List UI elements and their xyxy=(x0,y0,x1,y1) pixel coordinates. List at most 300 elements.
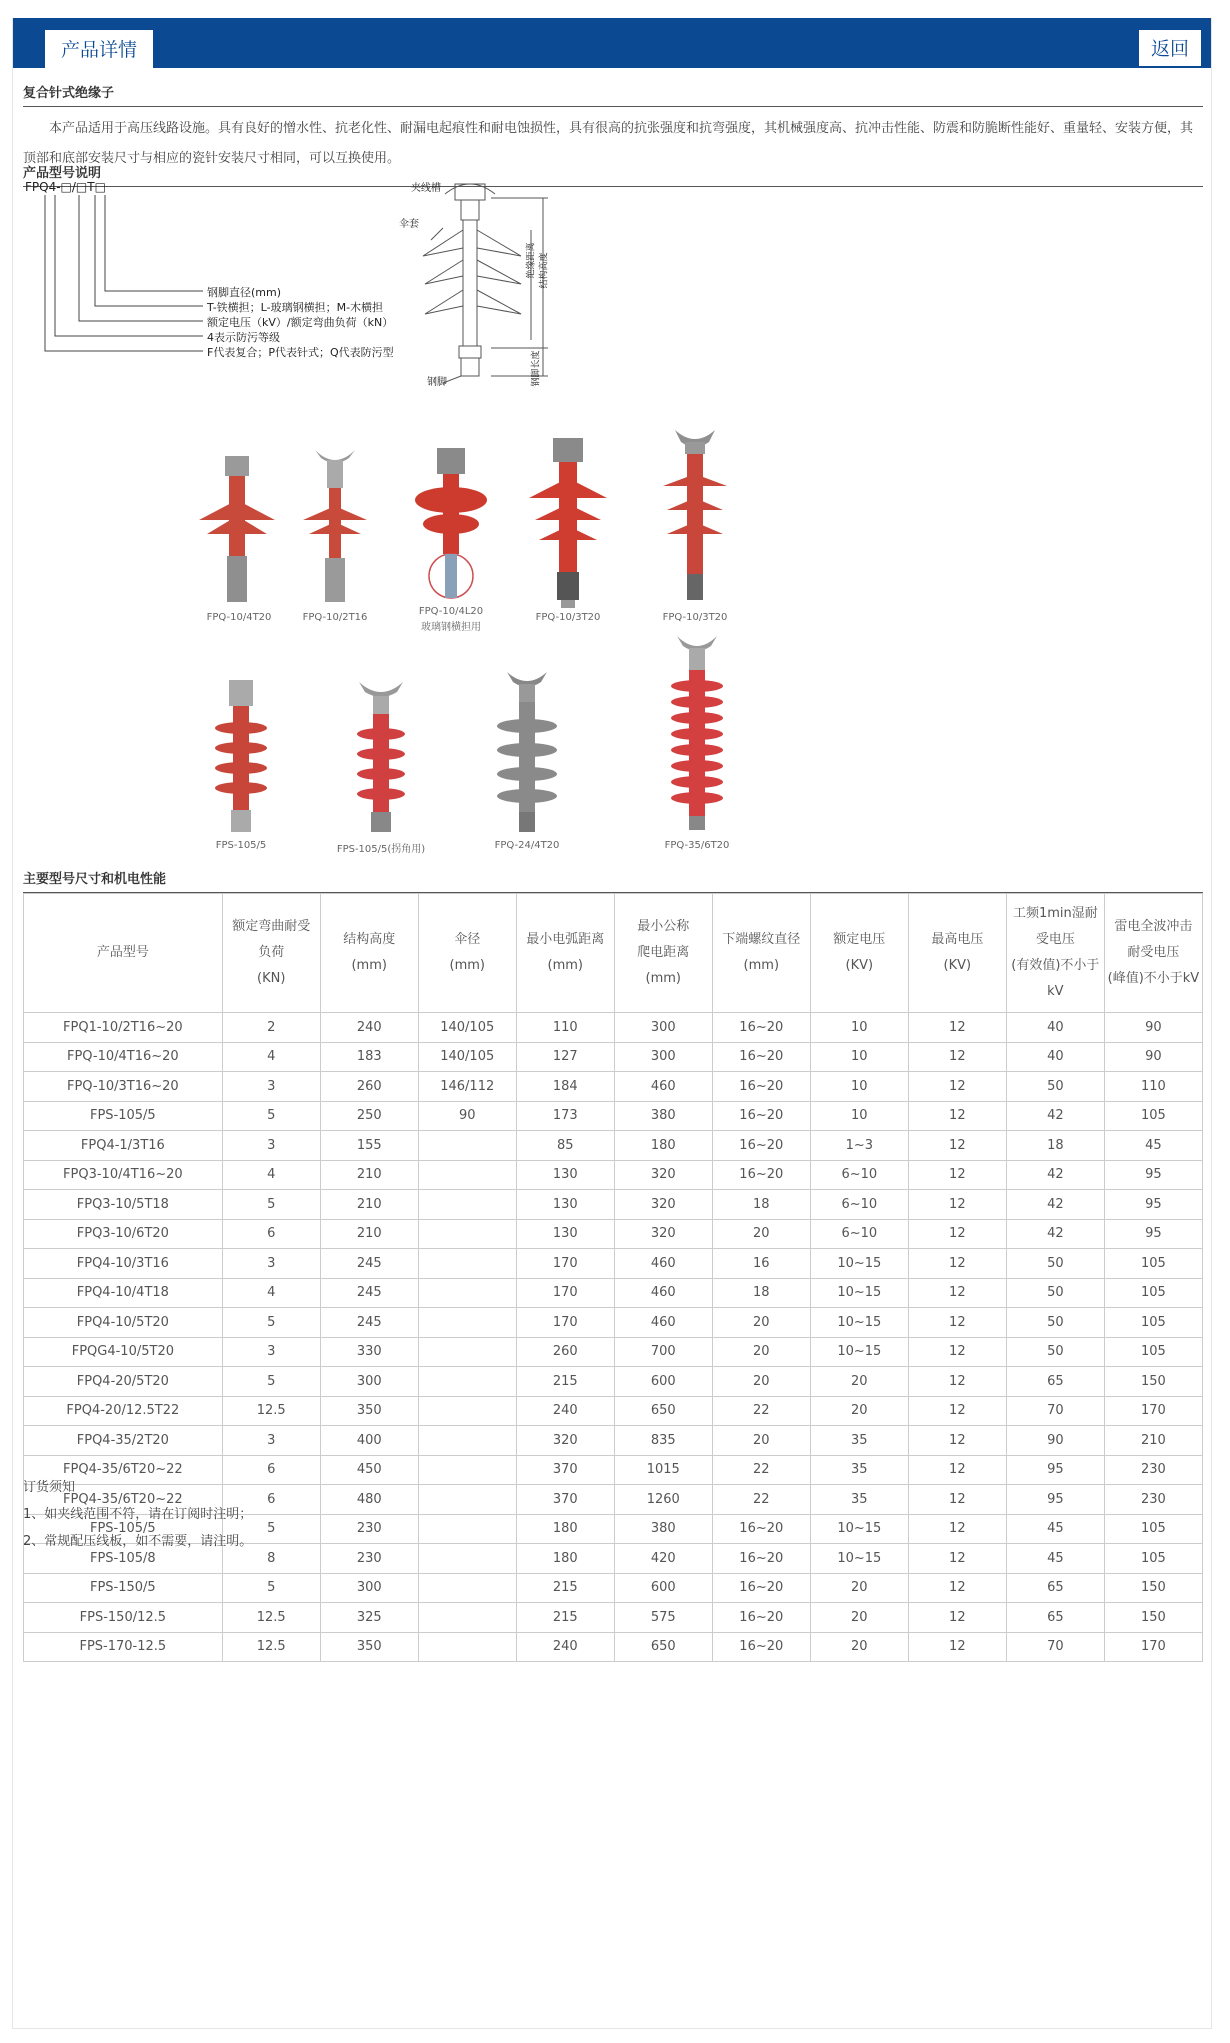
table-cell: 450 xyxy=(320,1455,418,1485)
caption-7: FPS-105/5(拐角用) xyxy=(336,844,426,855)
table-cell: 4 xyxy=(222,1160,320,1190)
table-cell: 5 xyxy=(222,1573,320,1603)
table-cell: 300 xyxy=(320,1573,418,1603)
caption-2: FPQ-10/2T16 xyxy=(302,612,368,623)
table-cell: 95 xyxy=(1104,1190,1202,1220)
table-cell: 240 xyxy=(516,1396,614,1426)
caption-4: FPQ-10/3T20 xyxy=(535,612,601,623)
spec-header-cell xyxy=(1104,894,1202,1013)
table-cell: 16~20 xyxy=(712,1603,810,1633)
table-cell: 20 xyxy=(810,1367,908,1397)
table-cell: 150 xyxy=(1104,1367,1202,1397)
table-cell: 4 xyxy=(222,1278,320,1308)
table-cell: 105 xyxy=(1104,1278,1202,1308)
table-cell: 150 xyxy=(1104,1573,1202,1603)
table-cell xyxy=(418,1219,516,1249)
table-cell: 95 xyxy=(1006,1455,1104,1485)
table-cell: 65 xyxy=(1006,1573,1104,1603)
table-cell: 3 xyxy=(222,1249,320,1279)
order-notes xyxy=(23,1474,252,1555)
table-cell: 180 xyxy=(516,1514,614,1544)
table-cell: 12 xyxy=(908,1278,1006,1308)
table-cell: 50 xyxy=(1006,1308,1104,1338)
table-cell: 45 xyxy=(1006,1514,1104,1544)
product-title: 复合针式绝缘子 xyxy=(23,82,1203,107)
table-cell: 110 xyxy=(1104,1072,1202,1102)
table-cell xyxy=(418,1367,516,1397)
insulator-photo-7 xyxy=(357,682,405,832)
table-row xyxy=(24,1337,1203,1367)
code-explain-4: 4表示防污等级 xyxy=(207,331,280,344)
code-explain-5: F代表复合；P代表针式；Q代表防污型 xyxy=(207,346,394,359)
table-cell: 12 xyxy=(908,1426,1006,1456)
spec-header-line: (mm) xyxy=(547,958,583,973)
table-cell: 12 xyxy=(908,1013,1006,1043)
table-cell: 6 xyxy=(222,1219,320,1249)
spec-header-line: (KN) xyxy=(257,971,286,986)
table-cell: 12 xyxy=(908,1367,1006,1397)
table-cell: 325 xyxy=(320,1603,418,1633)
table-cell: 210 xyxy=(320,1160,418,1190)
table-cell: 140/105 xyxy=(418,1013,516,1043)
table-cell xyxy=(418,1337,516,1367)
table-cell: 35 xyxy=(810,1485,908,1515)
table-cell xyxy=(418,1308,516,1338)
table-row xyxy=(24,1219,1203,1249)
table-cell: 12 xyxy=(908,1514,1006,1544)
table-cell: 40 xyxy=(1006,1042,1104,1072)
table-cell: 50 xyxy=(1006,1072,1104,1102)
table-cell: 5 xyxy=(222,1367,320,1397)
table-cell: 5 xyxy=(222,1514,320,1544)
table-cell: 215 xyxy=(516,1603,614,1633)
table-cell: 50 xyxy=(1006,1278,1104,1308)
table-cell: 400 xyxy=(320,1426,418,1456)
table-cell: 105 xyxy=(1104,1308,1202,1338)
table-row xyxy=(24,1249,1203,1279)
table-cell: 18 xyxy=(712,1190,810,1220)
insulator-photo-8 xyxy=(497,672,557,832)
table-cell: 95 xyxy=(1006,1485,1104,1515)
table-cell: FPS-105/5 xyxy=(24,1514,223,1544)
table-cell: 6~10 xyxy=(810,1190,908,1220)
spec-table-header xyxy=(24,894,1203,1013)
header-bar xyxy=(13,18,1211,68)
table-row xyxy=(24,1603,1203,1633)
table-cell xyxy=(418,1455,516,1485)
table-cell: 460 xyxy=(614,1278,712,1308)
table-cell: 45 xyxy=(1104,1131,1202,1161)
table-row xyxy=(24,1308,1203,1338)
table-cell: 130 xyxy=(516,1160,614,1190)
table-cell: 180 xyxy=(614,1131,712,1161)
table-cell: 20 xyxy=(712,1367,810,1397)
spec-header-cell xyxy=(614,894,712,1013)
table-cell: 20 xyxy=(810,1632,908,1662)
table-cell: 210 xyxy=(320,1219,418,1249)
table-cell: 575 xyxy=(614,1603,712,1633)
spec-header-cell xyxy=(908,894,1006,1013)
table-cell: FPQ4-10/3T16 xyxy=(24,1249,223,1279)
table-cell: 245 xyxy=(320,1308,418,1338)
label-foot-length: 钢脚长度 xyxy=(531,350,542,387)
table-cell: 180 xyxy=(516,1544,614,1574)
spec-header-line: (mm) xyxy=(449,958,485,973)
table-cell: 10 xyxy=(810,1101,908,1131)
table-cell: 260 xyxy=(516,1337,614,1367)
table-row xyxy=(24,1042,1203,1072)
table-cell: 230 xyxy=(1104,1485,1202,1515)
table-cell: 42 xyxy=(1006,1190,1104,1220)
table-cell: 600 xyxy=(614,1573,712,1603)
table-row xyxy=(24,1426,1203,1456)
code-explain-3: 额定电压（kV）/额定弯曲负荷（kN） xyxy=(207,316,394,329)
table-cell: 16 xyxy=(712,1249,810,1279)
table-cell: FPQ4-35/2T20 xyxy=(24,1426,223,1456)
table-cell: 210 xyxy=(320,1190,418,1220)
table-cell: 12 xyxy=(908,1632,1006,1662)
table-cell: 12 xyxy=(908,1160,1006,1190)
table-row xyxy=(24,1367,1203,1397)
label-clamp: 夹线槽 xyxy=(411,183,441,194)
table-row xyxy=(24,1396,1203,1426)
table-cell: FPQ3-10/5T18 xyxy=(24,1190,223,1220)
table-cell: 95 xyxy=(1104,1160,1202,1190)
table-cell: 12 xyxy=(908,1190,1006,1220)
spec-header-line: (KV) xyxy=(943,958,972,973)
table-cell: 16~20 xyxy=(712,1131,810,1161)
table-cell: 90 xyxy=(418,1101,516,1131)
spec-header-line: 额定电压 xyxy=(833,932,886,947)
gallery-row-1 xyxy=(13,408,1211,638)
table-cell: 10 xyxy=(810,1013,908,1043)
table-cell: 6~10 xyxy=(810,1160,908,1190)
table-cell: 42 xyxy=(1006,1101,1104,1131)
table-cell: 146/112 xyxy=(418,1072,516,1102)
table-cell: 16~20 xyxy=(712,1573,810,1603)
table-row xyxy=(24,1131,1203,1161)
table-cell: 3 xyxy=(222,1426,320,1456)
table-cell: 5 xyxy=(222,1190,320,1220)
table-cell: 12 xyxy=(908,1308,1006,1338)
table-cell: 90 xyxy=(1006,1426,1104,1456)
table-cell: 350 xyxy=(320,1632,418,1662)
caption-9: FPQ-35/6T20 xyxy=(664,840,730,851)
label-structure-height: 结构高度 xyxy=(539,252,550,289)
table-cell: FPQ3-10/6T20 xyxy=(24,1219,223,1249)
spec-header-line: 伞径 xyxy=(454,932,481,947)
table-cell: 22 xyxy=(712,1455,810,1485)
table-cell: FPQ4-35/6T20~22 xyxy=(24,1455,223,1485)
table-cell: 6 xyxy=(222,1455,320,1485)
table-cell: 700 xyxy=(614,1337,712,1367)
table-cell: 170 xyxy=(1104,1396,1202,1426)
table-cell: 12 xyxy=(908,1337,1006,1367)
caption-3b: 玻璃钢横担用 xyxy=(421,622,481,633)
spec-table-title: 主要型号尺寸和机电性能 xyxy=(23,868,1203,893)
caption-6: FPS-105/5 xyxy=(215,840,267,851)
table-cell: 370 xyxy=(516,1485,614,1515)
table-row xyxy=(24,1013,1203,1043)
table-cell: 16~20 xyxy=(712,1101,810,1131)
table-cell xyxy=(418,1160,516,1190)
table-cell: FPS-105/8 xyxy=(24,1544,223,1574)
table-cell xyxy=(418,1190,516,1220)
label-insulation-distance: 绝缘距离 xyxy=(526,242,537,279)
table-cell: 35 xyxy=(810,1426,908,1456)
spec-header-line: 最小电弧距离 xyxy=(526,932,605,947)
table-cell xyxy=(418,1396,516,1426)
table-cell: 5 xyxy=(222,1101,320,1131)
table-cell: 170 xyxy=(516,1278,614,1308)
table-cell: 230 xyxy=(1104,1455,1202,1485)
table-cell: 215 xyxy=(516,1367,614,1397)
table-cell: 5 xyxy=(222,1308,320,1338)
table-cell: 16~20 xyxy=(712,1632,810,1662)
table-cell: 3 xyxy=(222,1131,320,1161)
table-cell: 650 xyxy=(614,1632,712,1662)
table-cell: 155 xyxy=(320,1131,418,1161)
table-cell: 130 xyxy=(516,1219,614,1249)
table-cell: 184 xyxy=(516,1072,614,1102)
table-cell: FPS-150/12.5 xyxy=(24,1603,223,1633)
table-cell: 12 xyxy=(908,1072,1006,1102)
table-cell: 16~20 xyxy=(712,1072,810,1102)
table-cell: 330 xyxy=(320,1337,418,1367)
table-row xyxy=(24,1072,1203,1102)
table-cell: FPQ4-20/12.5T22 xyxy=(24,1396,223,1426)
table-cell: 22 xyxy=(712,1396,810,1426)
notes-title: 订货须知 xyxy=(23,1480,76,1495)
table-cell: 230 xyxy=(320,1514,418,1544)
table-cell: 42 xyxy=(1006,1160,1104,1190)
label-foot: 钢脚 xyxy=(427,377,447,388)
model-code: FPQ4-□/□T□ xyxy=(25,180,106,194)
table-cell: 600 xyxy=(614,1367,712,1397)
caption-5: FPQ-10/3T20 xyxy=(662,612,728,623)
spec-header-line: (有效值)不小于 xyxy=(1011,958,1100,973)
table-cell: FPQ4-10/5T20 xyxy=(24,1308,223,1338)
insulator-photo-2 xyxy=(303,450,367,602)
table-cell: 480 xyxy=(320,1485,418,1515)
table-cell xyxy=(418,1426,516,1456)
table-cell: 90 xyxy=(1104,1013,1202,1043)
table-cell: 105 xyxy=(1104,1337,1202,1367)
spec-header-line: 爬电距离 xyxy=(637,945,690,960)
spec-header-cell xyxy=(712,894,810,1013)
table-cell: 70 xyxy=(1006,1632,1104,1662)
table-cell: FPS-105/5 xyxy=(24,1101,223,1131)
table-cell xyxy=(418,1632,516,1662)
table-cell xyxy=(418,1249,516,1279)
table-cell: 12 xyxy=(908,1101,1006,1131)
table-cell: 370 xyxy=(516,1455,614,1485)
table-cell: 22 xyxy=(712,1485,810,1515)
table-cell: 16~20 xyxy=(712,1544,810,1574)
table-cell: 1260 xyxy=(614,1485,712,1515)
table-cell: FPS-170-12.5 xyxy=(24,1632,223,1662)
caption-3: FPQ-10/4L20 xyxy=(418,606,484,617)
table-cell: FPQ3-10/4T16~20 xyxy=(24,1160,223,1190)
spec-header-cell xyxy=(418,894,516,1013)
table-cell: 12 xyxy=(908,1396,1006,1426)
table-cell: FPQ1-10/2T16~20 xyxy=(24,1013,223,1043)
spec-header-line: 额定弯曲耐受 xyxy=(232,919,311,934)
table-cell: 95 xyxy=(1104,1219,1202,1249)
table-cell: 300 xyxy=(614,1042,712,1072)
table-cell: 12.5 xyxy=(222,1396,320,1426)
table-row xyxy=(24,1632,1203,1662)
table-cell: 16~20 xyxy=(712,1013,810,1043)
code-explain-2: T-铁横担；L-玻璃钢横担；M-木横担 xyxy=(207,301,384,314)
table-cell: 20 xyxy=(810,1573,908,1603)
table-cell: FPQ4-35/6T20~22 xyxy=(24,1485,223,1515)
table-cell: 420 xyxy=(614,1544,712,1574)
table-cell xyxy=(418,1278,516,1308)
spec-header-line: 负荷 xyxy=(258,945,285,960)
spec-header-cell xyxy=(810,894,908,1013)
table-cell: 16~20 xyxy=(712,1160,810,1190)
table-cell: 300 xyxy=(614,1013,712,1043)
table-cell: 210 xyxy=(1104,1426,1202,1456)
table-cell: FPQ-10/3T16~20 xyxy=(24,1072,223,1102)
table-cell: 20 xyxy=(810,1396,908,1426)
insulator-photo-9 xyxy=(671,636,723,830)
table-cell xyxy=(418,1131,516,1161)
table-cell: 380 xyxy=(614,1101,712,1131)
table-cell: 320 xyxy=(614,1219,712,1249)
spec-header-line: 结构高度 xyxy=(343,932,396,947)
table-cell: FPQ4-1/3T16 xyxy=(24,1131,223,1161)
table-row xyxy=(24,1160,1203,1190)
spec-header-line: (mm) xyxy=(351,958,387,973)
back-button[interactable]: 返回 xyxy=(1139,30,1201,66)
table-cell: 110 xyxy=(516,1013,614,1043)
table-cell: 350 xyxy=(320,1396,418,1426)
table-cell: 10 xyxy=(810,1042,908,1072)
spec-header-line: (mm) xyxy=(645,971,682,986)
table-cell: FPS-150/5 xyxy=(24,1573,223,1603)
label-shed: 伞套 xyxy=(399,219,419,230)
table-cell: 380 xyxy=(614,1514,712,1544)
table-cell: 12 xyxy=(908,1573,1006,1603)
table-cell: 1015 xyxy=(614,1455,712,1485)
table-cell: 240 xyxy=(320,1013,418,1043)
table-cell: 170 xyxy=(1104,1632,1202,1662)
table-cell: 2 xyxy=(222,1013,320,1043)
table-cell: 320 xyxy=(516,1426,614,1456)
table-cell: 8 xyxy=(222,1544,320,1574)
table-cell xyxy=(418,1603,516,1633)
table-cell: 12 xyxy=(908,1131,1006,1161)
table-cell: 20 xyxy=(810,1603,908,1633)
table-cell: 10~15 xyxy=(810,1249,908,1279)
table-cell: 85 xyxy=(516,1131,614,1161)
table-cell xyxy=(418,1573,516,1603)
table-cell: 65 xyxy=(1006,1603,1104,1633)
table-cell: 245 xyxy=(320,1278,418,1308)
table-cell: 10~15 xyxy=(810,1278,908,1308)
product-intro: 本产品适用于高压线路设施。具有良好的憎水性、抗老化性、耐漏电起痕性和耐电蚀损性，具有很高的抗张强度和抗弯强度，其机械强度高、抗冲击性能、防震和防脆断性能好、重量轻、安装方便，其顶部和底部安装尺寸与相应的瓷针安装尺寸相同，可以互换使用。 xyxy=(23,121,1194,166)
table-cell: 215 xyxy=(516,1573,614,1603)
table-cell: 240 xyxy=(516,1632,614,1662)
table-cell: 150 xyxy=(1104,1603,1202,1633)
table-cell: 10~15 xyxy=(810,1514,908,1544)
spec-header-line: 最高电压 xyxy=(931,932,984,947)
insulator-photo-5 xyxy=(663,430,727,600)
spec-header-line: (mm) xyxy=(743,958,780,973)
table-cell: 105 xyxy=(1104,1514,1202,1544)
table-cell: 16~20 xyxy=(712,1042,810,1072)
spec-header-line: 受电压 xyxy=(1035,932,1075,947)
table-cell: 16~20 xyxy=(712,1514,810,1544)
table-cell: 127 xyxy=(516,1042,614,1072)
table-cell: 12 xyxy=(908,1485,1006,1515)
table-cell: 20 xyxy=(712,1426,810,1456)
spec-header-cell xyxy=(222,894,320,1013)
table-cell: 12 xyxy=(908,1544,1006,1574)
table-cell: 650 xyxy=(614,1396,712,1426)
table-cell: 105 xyxy=(1104,1249,1202,1279)
table-cell: 50 xyxy=(1006,1337,1104,1367)
table-cell: 173 xyxy=(516,1101,614,1131)
product-detail-panel xyxy=(12,18,1212,2029)
note-item-2: 2、常规配压线板，如不需要，请注明。 xyxy=(23,1534,253,1549)
spec-header-line: 雷电全波冲击 xyxy=(1114,919,1193,934)
table-cell: 460 xyxy=(614,1072,712,1102)
table-cell: 10~15 xyxy=(810,1308,908,1338)
table-row xyxy=(24,1278,1203,1308)
table-cell: FPQ4-10/4T18 xyxy=(24,1278,223,1308)
table-cell: 460 xyxy=(614,1249,712,1279)
tab-product-detail[interactable]: 产品详情 xyxy=(45,30,153,68)
table-cell: 183 xyxy=(320,1042,418,1072)
table-cell xyxy=(418,1485,516,1515)
table-cell: 250 xyxy=(320,1101,418,1131)
table-row xyxy=(24,1573,1203,1603)
table-cell: 12 xyxy=(908,1603,1006,1633)
table-cell: 3 xyxy=(222,1337,320,1367)
table-cell: 320 xyxy=(614,1160,712,1190)
table-cell: 40 xyxy=(1006,1013,1104,1043)
spec-header-cell xyxy=(24,894,223,1013)
table-cell: 245 xyxy=(320,1249,418,1279)
table-cell: 35 xyxy=(810,1455,908,1485)
model-section-title: 产品型号说明 xyxy=(23,162,1203,187)
spec-header-line: 产品型号 xyxy=(96,945,149,960)
table-cell: 10~15 xyxy=(810,1544,908,1574)
table-cell: 12 xyxy=(908,1219,1006,1249)
spec-header-cell xyxy=(320,894,418,1013)
code-explain-1: 钢脚直径(mm) xyxy=(207,286,282,299)
insulator-photo-1 xyxy=(199,456,275,602)
note-item-1: 1、如夹线范围不符，请在订阅时注明； xyxy=(23,1507,253,1522)
table-cell: 230 xyxy=(320,1544,418,1574)
table-cell: 20 xyxy=(712,1219,810,1249)
table-cell: 170 xyxy=(516,1308,614,1338)
table-cell: 90 xyxy=(1104,1042,1202,1072)
table-row xyxy=(24,1190,1203,1220)
spec-header-line: 下端螺纹直径 xyxy=(722,932,801,947)
table-cell: 12 xyxy=(908,1249,1006,1279)
table-cell: 6 xyxy=(222,1485,320,1515)
table-cell: 12 xyxy=(908,1455,1006,1485)
table-cell: 18 xyxy=(712,1278,810,1308)
spec-header-cell xyxy=(1006,894,1104,1013)
table-cell: 140/105 xyxy=(418,1042,516,1072)
table-cell: 1~3 xyxy=(810,1131,908,1161)
table-cell: 18 xyxy=(1006,1131,1104,1161)
